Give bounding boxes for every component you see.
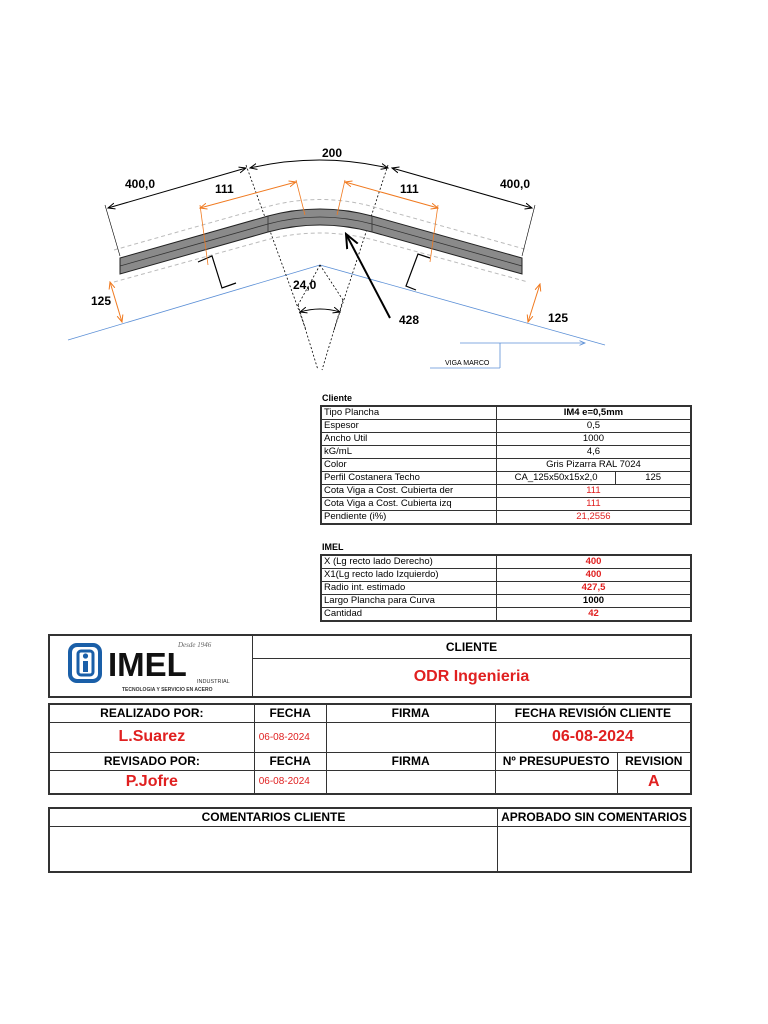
dim-left-height: 125 xyxy=(91,294,112,308)
revision-date: 06-08-2024 xyxy=(495,722,691,752)
imel-spec-row xyxy=(321,608,691,622)
beam-lines xyxy=(68,265,605,368)
realizado-header: REALIZADO POR: xyxy=(49,704,254,722)
cliente-spec-value: Gris Pizarra RAL 7024 xyxy=(496,459,691,472)
aprobado-header: APROBADO SIN COMENTARIOS xyxy=(497,808,691,826)
imel-section-title: IMEL xyxy=(322,542,344,552)
cliente-section-title: Cliente xyxy=(322,393,353,403)
cliente-spec-label: kG/mL xyxy=(321,446,496,459)
viga-marco-label: VIGA MARCO xyxy=(445,360,490,367)
cliente-spec-table xyxy=(320,405,692,525)
imel-spec-label: X1(Lg recto lado Izquierdo) xyxy=(321,569,496,582)
cliente-spec-row xyxy=(321,459,691,472)
logo-wordmark: IMEL xyxy=(108,646,187,683)
purlin-left xyxy=(198,256,236,288)
realizado-date: 06-08-2024 xyxy=(254,722,326,752)
imel-spec-label: X (Lg recto lado Derecho) xyxy=(321,555,496,569)
approval-block xyxy=(48,703,692,795)
revisado-date: 06-08-2024 xyxy=(254,770,326,794)
dim-right-offset: 111 xyxy=(400,182,419,196)
firma-cell-1 xyxy=(326,722,495,752)
cliente-spec-row xyxy=(321,485,691,498)
cliente-spec-row xyxy=(321,472,691,485)
presupuesto-cell xyxy=(495,770,617,794)
imel-spec-label: Cantidad xyxy=(321,608,496,622)
imel-spec-row xyxy=(321,555,691,569)
cliente-spec-row xyxy=(321,446,691,459)
curved-sheet-drawing xyxy=(0,0,768,390)
fecha-header-1: FECHA xyxy=(254,704,326,722)
cliente-spec-row xyxy=(321,406,691,420)
cliente-spec-label: Perfil Costanera Techo xyxy=(321,472,496,485)
imel-spec-label: Radio int. estimado xyxy=(321,582,496,595)
cliente-spec-label: Color xyxy=(321,459,496,472)
comments-block xyxy=(48,807,692,873)
dim-top-span: 200 xyxy=(322,146,343,160)
cliente-spec-label: Cota Viga a Cost. Cubierta der xyxy=(321,485,496,498)
imel-spec-value: 42 xyxy=(496,608,691,622)
imel-spec-value: 1000 xyxy=(496,595,691,608)
dim-right-height: 125 xyxy=(548,311,569,325)
logo-cell xyxy=(49,635,253,697)
dim-radius: 428 xyxy=(399,313,420,327)
client-title-block xyxy=(48,634,692,698)
firma-header-1: FIRMA xyxy=(326,704,495,722)
fecha-revision-header: FECHA REVISIÓN CLIENTE xyxy=(495,704,691,722)
imel-spec-table xyxy=(320,554,692,622)
cliente-spec-row xyxy=(321,420,691,433)
sheet-profile xyxy=(114,200,528,283)
cliente-spec-label: Cota Viga a Cost. Cubierta izq xyxy=(321,498,496,511)
dim-angle: 24,0 xyxy=(293,278,317,292)
cliente-spec-value: 1000 xyxy=(496,433,691,446)
cliente-spec-row xyxy=(321,511,691,525)
cliente-spec-extra: 125 xyxy=(616,472,691,485)
imel-spec-value: 400 xyxy=(496,569,691,582)
dim-left-offset: 111 xyxy=(215,182,234,196)
imel-spec-row xyxy=(321,569,691,582)
cliente-spec-label: Tipo Plancha xyxy=(321,406,496,420)
imel-spec-row xyxy=(321,582,691,595)
cliente-spec-value: IM4 e=0,5mm xyxy=(496,406,691,420)
cliente-spec-row xyxy=(321,433,691,446)
logo-tagline: TECNOLOGIA Y SERVICIO EN ACERO xyxy=(122,687,213,693)
aprobado-cell xyxy=(497,826,691,872)
imel-logo xyxy=(50,636,252,696)
imel-spec-row xyxy=(321,595,691,608)
revision-header: REVISION xyxy=(617,752,691,770)
imel-spec-value: 400 xyxy=(496,555,691,569)
cliente-spec-value: 4,6 xyxy=(496,446,691,459)
presupuesto-header: Nº PRESUPUESTO xyxy=(495,752,617,770)
revision-value: A xyxy=(617,770,691,794)
cliente-header: CLIENTE xyxy=(253,635,692,658)
comentarios-header: COMENTARIOS CLIENTE xyxy=(49,808,497,826)
cliente-spec-value: 111 xyxy=(496,498,691,511)
comentarios-cell xyxy=(49,826,497,872)
firma-header-2: FIRMA xyxy=(326,752,495,770)
cliente-spec-value: 0,5 xyxy=(496,420,691,433)
cliente-spec-value: 111 xyxy=(496,485,691,498)
revisado-header: REVISADO POR: xyxy=(49,752,254,770)
realizado-name: L.Suarez xyxy=(49,722,254,752)
logo-since: Desde 1946 xyxy=(178,641,212,649)
cliente-spec-value: CA_125x50x15x2,0 xyxy=(496,472,615,485)
angle-cone xyxy=(246,165,388,370)
imel-spec-label: Largo Plancha para Curva xyxy=(321,595,496,608)
client-name: ODR Ingenieria xyxy=(253,658,692,697)
cliente-spec-label: Espesor xyxy=(321,420,496,433)
dim-left-straight: 400,0 xyxy=(125,177,156,191)
cliente-spec-label: Pendiente (i%) xyxy=(321,511,496,525)
dim-right-straight: 400,0 xyxy=(500,177,531,191)
revisado-name: P.Jofre xyxy=(49,770,254,794)
cliente-spec-label: Ancho Util xyxy=(321,433,496,446)
logo-industrial: INDUSTRIAL xyxy=(197,679,230,685)
firma-cell-2 xyxy=(326,770,495,794)
imel-spec-value: 427,5 xyxy=(496,582,691,595)
cliente-spec-value: 21,2556 xyxy=(496,511,691,525)
cliente-spec-row xyxy=(321,498,691,511)
dimension-lines xyxy=(105,160,535,318)
fecha-header-2: FECHA xyxy=(254,752,326,770)
purlin-right xyxy=(406,254,430,290)
